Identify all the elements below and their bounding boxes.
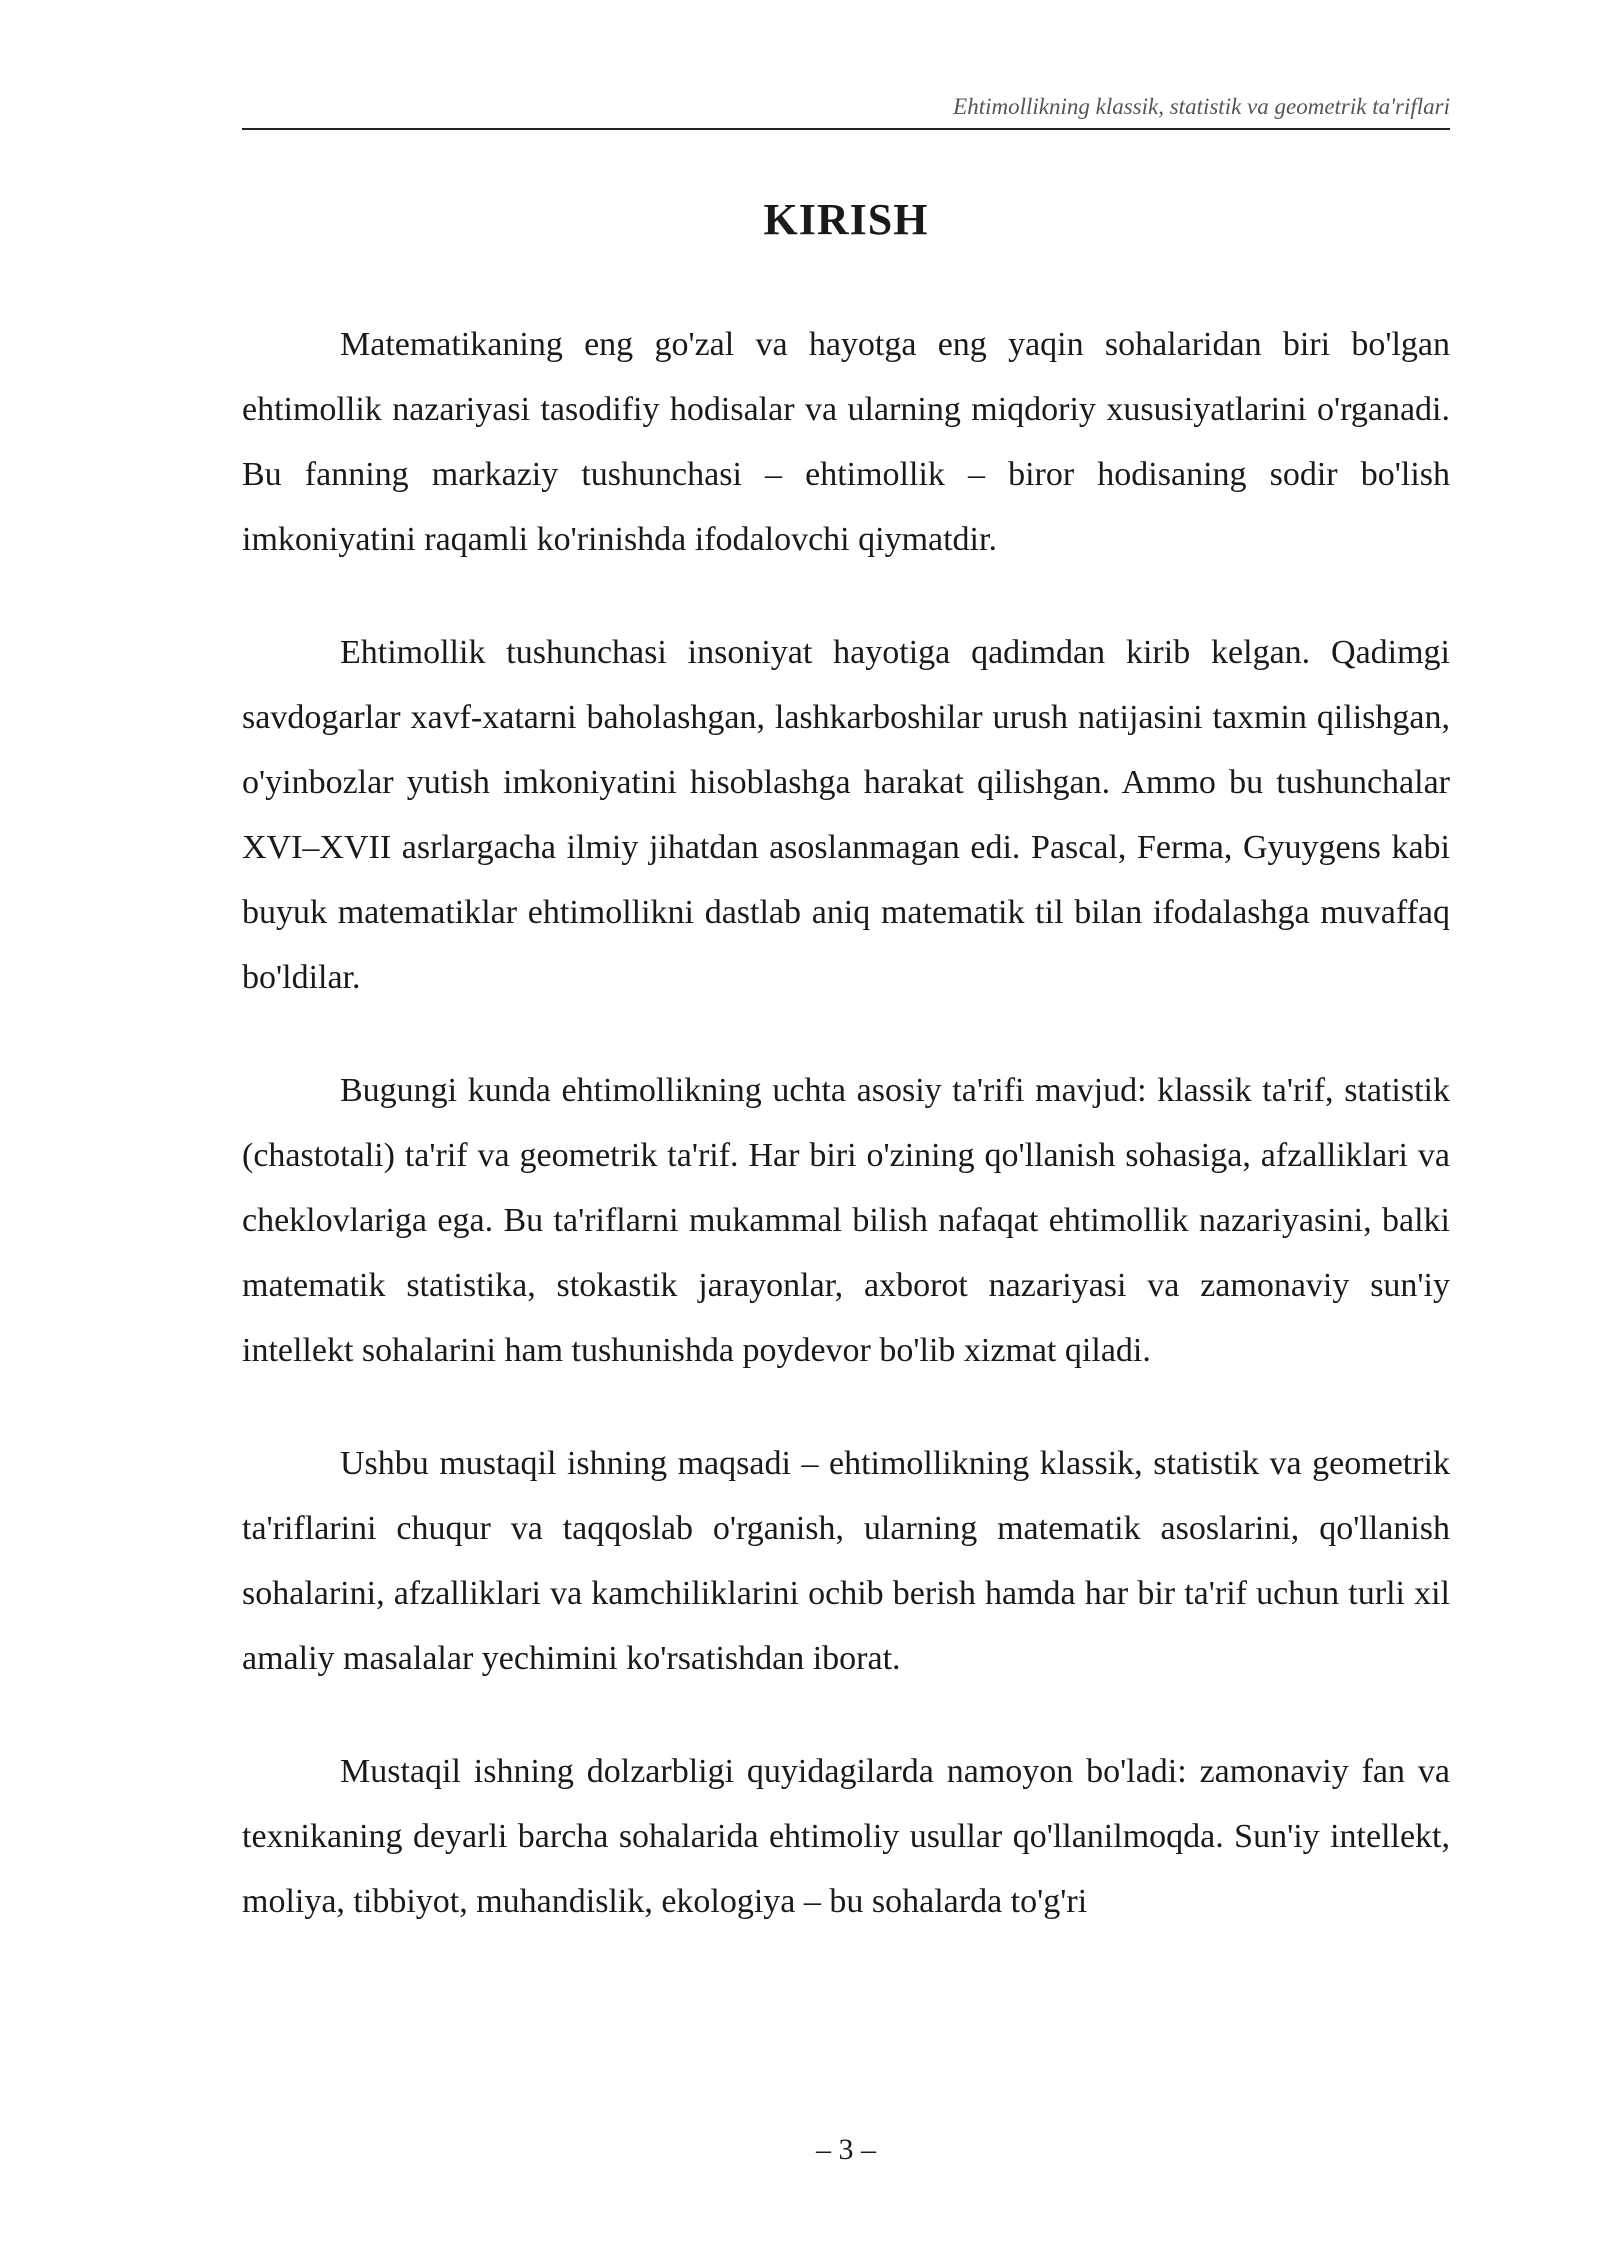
running-header-title: Ehtimollikning klassik, statistik va geometrik ta'riflari (953, 94, 1450, 119)
paragraph: Ehtimollik tushunchasi insoniyat hayotiga qadimdan kirib kelgan. Qadimgi savdogarlar xavf-xatarni baholashgan, lashkarboshilar urush natijasini taxmin qilishgan, o'yinbozlar yutish imkoniyatini hisoblashga harakat qilishgan. Ammo bu tushunchalar XVI–XVII asrlargacha ilmiy jihatdan asoslanmagan edi. Pascal, Ferma, Gyuygens kabi buyuk matematiklar ehtimollikni dastlab aniq matematik til bilan ifodalashga muvaffaq bo'ldilar. (242, 634, 1450, 996)
paragraph: Ushbu mustaqil ishning maqsadi – ehtimollikning klassik, statistik va geometrik ta'riflarini chuqur va taqqoslab o'rganish, ularning matematik asoslarini, qo'llanish sohalarini, afzalliklari va kamchiliklarini ochib berish hamda har bir ta'rif uchun turli xil amaliy masalalar yechimini ko'rsatishdan iborat. (242, 1445, 1450, 1677)
running-header (242, 92, 1450, 130)
paragraph: Bugungi kunda ehtimollikning uchta asosiy ta'rifi mavjud: klassik ta'rif, statistik (chastotali) ta'rif va geometrik ta'rif. Har biri o'zining qo'llanish sohasiga, afzalliklari va cheklovlariga ega. Bu ta'riflarni mukammal bilish nafaqat ehtimollik nazariyasini, balki matematik statistika, stokastik jarayonlar, axborot nazariyasi va zamonaviy sun'iy intellekt sohalarini ham tushunishda poydevor bo'lib xizmat qiladi. (242, 1072, 1450, 1369)
paragraph: Matematikaning eng go'zal va hayotga eng yaqin sohalaridan biri bo'lgan ehtimollik nazariyasi tasodifiy hodisalar va ularning miqdoriy xususiyatlarini o'rganadi. Bu fanning markaziy tushunchasi – ehtimollik – biror hodisaning sodir bo'lish imkoniyatini raqamli ko'rinishda ifodalovchi qiymatdir. (242, 326, 1450, 558)
section-title: KIRISH (763, 195, 929, 244)
paragraph: Mustaqil ishning dolzarbligi quyidagilarda namoyon bo'ladi: zamonaviy fan va texnikaning deyarli barcha sohalarida ehtimoliy usullar qo'llanilmoqda. Sun'iy intellekt, moliya, tibbiyot, muhandislik, ekologiya – bu sohalarda to'g'ri (242, 1753, 1450, 1920)
page-number: – 3 – (816, 2133, 876, 2166)
body-text (242, 312, 1450, 1934)
